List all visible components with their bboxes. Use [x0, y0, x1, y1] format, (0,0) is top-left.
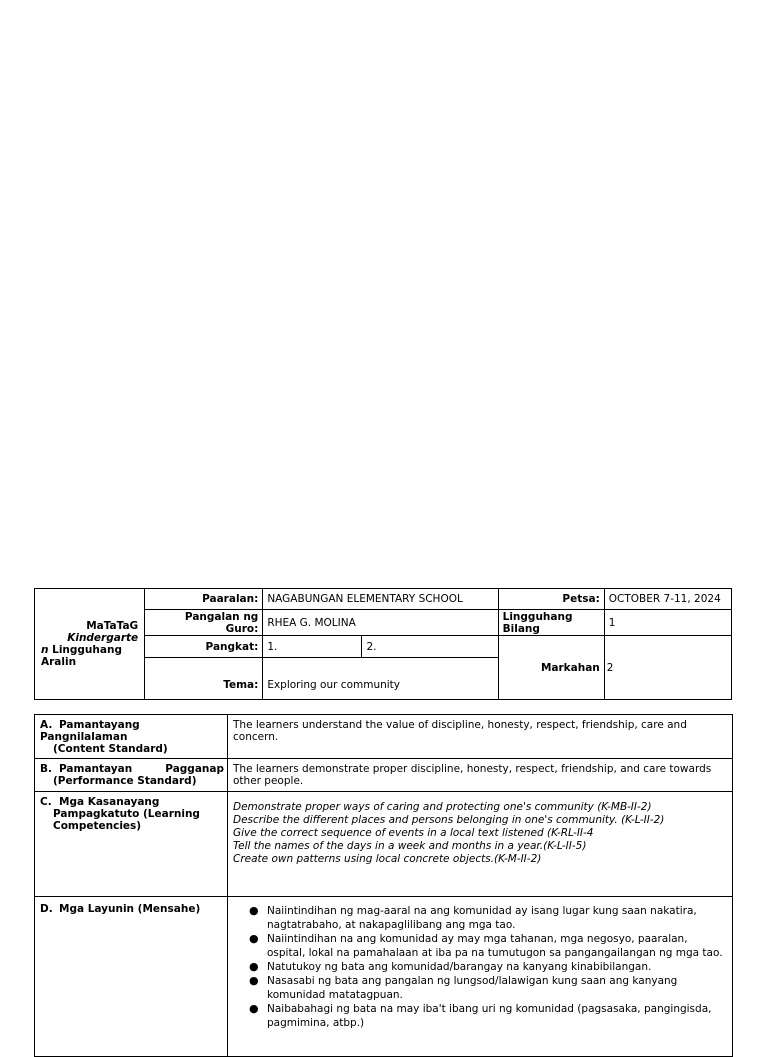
section-a-title: Pamantayang Pangnilalaman: [40, 719, 140, 743]
section-a-letter: A.: [40, 719, 53, 731]
section-c-sub2: Competencies): [53, 820, 142, 832]
lesson-title-line4: Aralin: [41, 656, 77, 668]
section-a-sub: (Content Standard): [53, 743, 168, 755]
tema-label: Tema:: [145, 658, 263, 700]
tema-value: Exploring our community: [263, 658, 498, 700]
pangkat-label: Pangkat:: [145, 636, 263, 658]
section-d-title: Mga Layunin (Mensahe): [59, 903, 201, 915]
row-learning-competencies: [35, 792, 733, 897]
row-objectives: [35, 897, 733, 1057]
section-c-letter: C.: [40, 796, 52, 808]
lesson-title-line1: MaTaTaG: [86, 620, 139, 632]
section-b-sub: (Performance Standard): [53, 775, 197, 787]
section-b-letter: B.: [40, 763, 52, 775]
objective-text: Naiintindihan na ang komunidad ay may mga tahanan, mga negosyo, paaralan, ospital, lokal na pamahalaan at iba pa na tumutugon sa pangangailangan ng mga tao.: [267, 933, 723, 959]
petsa-value: OCTOBER 7-11, 2024: [604, 589, 731, 610]
header-table: [34, 588, 732, 700]
row-content-standard: [35, 715, 733, 759]
competency-item: Tell the names of the days in a week and months in a year.(K-L-II-5): [233, 840, 587, 852]
section-c-sub1: Pampagkatuto (Learning: [53, 808, 200, 820]
lesson-plan-table: [34, 714, 733, 1057]
bullet-icon: ●: [249, 904, 259, 917]
pangkat-value-1: 1.: [263, 636, 362, 658]
section-d-heading: [35, 897, 228, 1057]
competency-item: Give the correct sequence of events in a local text listened (K-RL-II-4: [233, 827, 594, 839]
list-item: [249, 960, 729, 974]
section-a-content: The learners understand the value of discipline, honesty, respect, friendship, care and concern.: [228, 715, 733, 759]
markahan-value: 2: [604, 636, 731, 700]
petsa-label: Petsa:: [498, 589, 604, 610]
lesson-title-line3b: Lingguhang: [48, 644, 122, 656]
competency-item: Create own patterns using local concrete objects.(K-M-II-2): [233, 853, 542, 865]
section-a-heading: [35, 715, 228, 759]
section-b-heading: [35, 759, 228, 792]
lesson-title-cell: [35, 589, 145, 700]
section-d-content: [228, 897, 733, 1057]
section-b-content: The learners demonstrate proper discipline, honesty, respect, friendship, and care towards other people.: [228, 759, 733, 792]
objective-text: Naiintindihan ng mag-aaral na ang komunidad ay isang lugar kung saan nakatira, nagtatrabaho, at nakapaglilibang ang mga tao.: [267, 905, 697, 931]
lesson-title-line2: Kindergarte: [67, 632, 139, 644]
list-item: [249, 904, 729, 932]
lesson-title-line3a: n: [41, 644, 49, 656]
section-c-content: [228, 792, 733, 897]
bullet-icon: ●: [249, 1002, 259, 1015]
pangkat-value-2: 2.: [362, 636, 498, 658]
section-c-heading: [35, 792, 228, 897]
markahan-label: Markahan: [498, 636, 604, 700]
section-c-title: Mga Kasanayang: [59, 796, 160, 808]
section-b-title-1: Pamantayan: [59, 763, 133, 775]
list-item: [249, 974, 729, 1002]
row-performance-standard: [35, 759, 733, 792]
guro-label: Pangalan ng Guro:: [145, 610, 263, 636]
paaralan-label: Paaralan:: [145, 589, 263, 610]
competency-item: Describe the different places and persons belonging in one's community. (K-L-II-2): [233, 814, 665, 826]
bullet-icon: ●: [249, 932, 259, 945]
list-item: [249, 1002, 729, 1030]
section-b-title-2: Pagganap: [165, 763, 224, 775]
list-item: [249, 932, 729, 960]
bullet-icon: ●: [249, 974, 259, 987]
lingguhang-value: 1: [604, 610, 731, 636]
objectives-list: [233, 904, 729, 1030]
guro-value: RHEA G. MOLINA: [263, 610, 498, 636]
lingguhang-label: Lingguhang Bilang: [498, 610, 604, 636]
objective-text: Natutukoy ng bata ang komunidad/barangay na kanyang kinabibilangan.: [267, 961, 652, 973]
objective-text: Nasasabi ng bata ang pangalan ng lungsod/lalawigan kung saan ang kanyang komunidad matatagpuan.: [267, 975, 678, 1001]
section-d-letter: D.: [40, 903, 53, 915]
paaralan-value: NAGABUNGAN ELEMENTARY SCHOOL: [263, 589, 498, 610]
competency-item: Demonstrate proper ways of caring and protecting one's community (K-MB-II-2): [233, 801, 652, 813]
objective-text: Naibabahagi ng bata na may iba't ibang uri ng komunidad (pagsasaka, pangingisda, pagmimina, atbp.): [267, 1003, 712, 1029]
bullet-icon: ●: [249, 960, 259, 973]
